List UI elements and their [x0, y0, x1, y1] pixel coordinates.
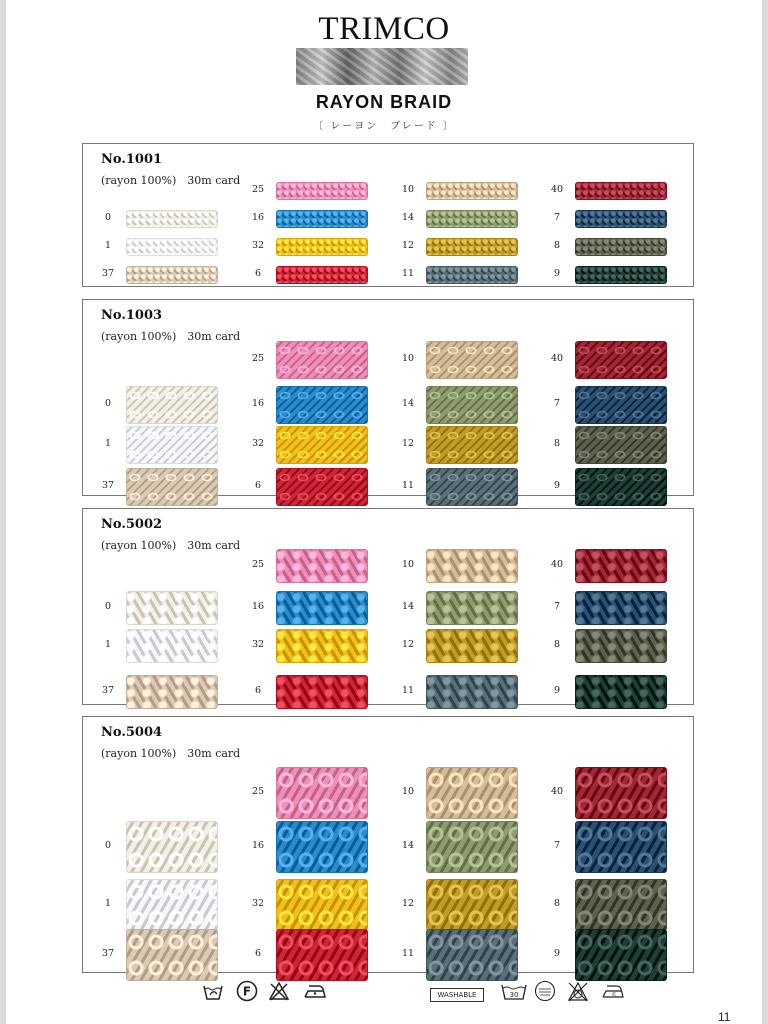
product-section — [82, 143, 694, 287]
braid-swatch — [426, 929, 518, 981]
braid-swatch — [276, 549, 368, 583]
color-code-label: 16 — [251, 398, 265, 409]
color-code-label: 14 — [401, 398, 415, 409]
braid-swatch — [575, 591, 667, 625]
braid-swatch — [276, 426, 368, 464]
no-bleach-icon — [268, 980, 290, 1002]
color-code-label: 25 — [251, 353, 265, 364]
svg-text:低: 低 — [612, 991, 616, 997]
color-code-label: 37 — [101, 948, 115, 959]
braid-swatch — [276, 266, 368, 284]
color-code-label: 37 — [101, 480, 115, 491]
braid-swatch — [426, 238, 518, 256]
color-code-label: 40 — [550, 353, 564, 364]
braid-swatch — [276, 238, 368, 256]
braid-swatch — [426, 879, 518, 931]
color-code-label: 10 — [401, 559, 415, 570]
braid-swatch — [126, 629, 218, 663]
braid-swatch — [426, 182, 518, 200]
color-code-label: 25 — [251, 184, 265, 195]
braid-swatch — [126, 879, 218, 931]
braid-swatch — [575, 468, 667, 506]
hand-wash-icon — [202, 980, 224, 1002]
color-code-label: 12 — [401, 898, 415, 909]
braid-swatch — [276, 468, 368, 506]
braid-swatch — [575, 266, 667, 284]
color-code-label: 25 — [251, 786, 265, 797]
braid-swatch — [575, 929, 667, 981]
braid-swatch — [575, 341, 667, 379]
color-code-label: 40 — [550, 559, 564, 570]
color-code-label: 6 — [254, 685, 262, 696]
page-title: RAYON BRAID — [315, 92, 453, 112]
product-description: (rayon 100%) 30m card — [101, 747, 241, 760]
color-code-label: 0 — [104, 398, 112, 409]
braid-swatch — [276, 879, 368, 931]
color-code-label: 12 — [401, 240, 415, 251]
color-code-label: 40 — [550, 184, 564, 195]
color-code-label: 1 — [104, 639, 112, 650]
braid-swatch — [575, 210, 667, 228]
brand-banner-image — [296, 48, 468, 85]
braid-swatch — [276, 929, 368, 981]
page-subtitle: 〔 レーヨン ブレード 〕 — [313, 121, 455, 132]
color-code-label: 9 — [553, 948, 561, 959]
color-code-label: 14 — [401, 840, 415, 851]
braid-swatch — [276, 591, 368, 625]
braid-swatch — [575, 386, 667, 424]
color-code-label: 40 — [550, 786, 564, 797]
iron-low-icon-2 — [600, 980, 626, 1002]
svg-text:F: F — [242, 984, 252, 999]
product-section — [82, 716, 694, 973]
braid-swatch — [426, 266, 518, 284]
color-code-label: 9 — [553, 685, 561, 696]
product-description: (rayon 100%) 30m card — [101, 539, 241, 552]
braid-swatch — [426, 386, 518, 424]
color-code-label: 1 — [104, 240, 112, 251]
color-code-label: 6 — [254, 948, 262, 959]
washable-label: WASHABLE — [430, 988, 484, 1002]
braid-swatch — [126, 210, 218, 228]
catalog-page — [6, 0, 762, 1024]
braid-swatch — [575, 182, 667, 200]
braid-swatch — [276, 629, 368, 663]
braid-swatch — [575, 238, 667, 256]
product-description: (rayon 100%) 30m card — [101, 174, 241, 187]
hand-wash-ok-icon — [534, 980, 556, 1002]
braid-swatch — [126, 266, 218, 284]
product-number: No.1001 — [101, 152, 163, 167]
braid-swatch — [575, 821, 667, 873]
braid-swatch — [126, 591, 218, 625]
page-number: 11 — [718, 1010, 731, 1024]
braid-swatch — [575, 675, 667, 709]
color-code-label: 8 — [553, 898, 561, 909]
color-code-label: 7 — [553, 212, 561, 223]
color-code-label: 37 — [101, 685, 115, 696]
color-code-label: 1 — [104, 898, 112, 909]
product-description: (rayon 100%) 30m card — [101, 330, 241, 343]
dry-clean-f-icon — [236, 980, 258, 1002]
braid-swatch — [276, 341, 368, 379]
color-code-label: 9 — [553, 480, 561, 491]
color-code-label: 7 — [553, 398, 561, 409]
color-code-label: 12 — [401, 639, 415, 650]
braid-swatch — [126, 468, 218, 506]
braid-swatch — [426, 210, 518, 228]
braid-swatch — [575, 426, 667, 464]
color-code-label: 9 — [553, 268, 561, 279]
braid-swatch — [575, 767, 667, 819]
color-code-label: 8 — [553, 438, 561, 449]
braid-swatch — [575, 549, 667, 583]
color-code-label: 10 — [401, 184, 415, 195]
color-code-label: 16 — [251, 212, 265, 223]
braid-swatch — [276, 210, 368, 228]
product-number: No.1003 — [101, 308, 163, 323]
color-code-label: 6 — [254, 268, 262, 279]
color-code-label: 8 — [553, 639, 561, 650]
iron-low-icon — [302, 980, 328, 1002]
color-code-label: 11 — [401, 948, 415, 959]
color-code-label: 10 — [401, 786, 415, 797]
product-number: No.5004 — [101, 725, 163, 740]
braid-swatch — [276, 767, 368, 819]
braid-swatch — [276, 821, 368, 873]
color-code-label: 32 — [251, 898, 265, 909]
color-code-label: 6 — [254, 480, 262, 491]
color-code-label: 11 — [401, 268, 415, 279]
color-code-label: 10 — [401, 353, 415, 364]
braid-swatch — [126, 426, 218, 464]
wash-temp-text: 30 — [509, 991, 519, 999]
color-code-label: 25 — [251, 559, 265, 570]
wash-30-icon — [500, 980, 528, 1002]
color-code-label: 32 — [251, 438, 265, 449]
braid-swatch — [426, 629, 518, 663]
braid-swatch — [426, 341, 518, 379]
braid-swatch — [426, 675, 518, 709]
braid-swatch — [575, 879, 667, 931]
color-code-label: 14 — [401, 212, 415, 223]
product-number: No.5002 — [101, 517, 163, 532]
color-code-label: 8 — [553, 240, 561, 251]
color-code-label: 32 — [251, 639, 265, 650]
color-code-label: 14 — [401, 601, 415, 612]
braid-swatch — [276, 675, 368, 709]
color-code-label: 32 — [251, 240, 265, 251]
braid-swatch — [426, 767, 518, 819]
braid-swatch — [426, 426, 518, 464]
braid-swatch — [426, 549, 518, 583]
color-code-label: 0 — [104, 212, 112, 223]
color-code-label: 37 — [101, 268, 115, 279]
color-code-label: 12 — [401, 438, 415, 449]
color-code-label: 1 — [104, 438, 112, 449]
color-code-label: 7 — [553, 601, 561, 612]
braid-swatch — [276, 182, 368, 200]
color-code-label: 0 — [104, 601, 112, 612]
braid-swatch — [126, 238, 218, 256]
braid-swatch — [426, 468, 518, 506]
no-tumble-dry-icon — [566, 980, 590, 1004]
color-code-label: 7 — [553, 840, 561, 851]
brand-logo-text: TRIMCO — [318, 11, 450, 47]
color-code-label: 11 — [401, 480, 415, 491]
braid-swatch — [575, 629, 667, 663]
color-code-label: 0 — [104, 840, 112, 851]
color-code-label: 16 — [251, 601, 265, 612]
product-section — [82, 508, 694, 705]
braid-swatch — [126, 386, 218, 424]
color-code-label: 16 — [251, 840, 265, 851]
braid-swatch — [126, 929, 218, 981]
color-code-label: 11 — [401, 685, 415, 696]
braid-swatch — [426, 821, 518, 873]
braid-swatch — [276, 386, 368, 424]
braid-swatch — [426, 591, 518, 625]
product-section — [82, 299, 694, 496]
braid-swatch — [126, 821, 218, 873]
braid-swatch — [126, 675, 218, 709]
